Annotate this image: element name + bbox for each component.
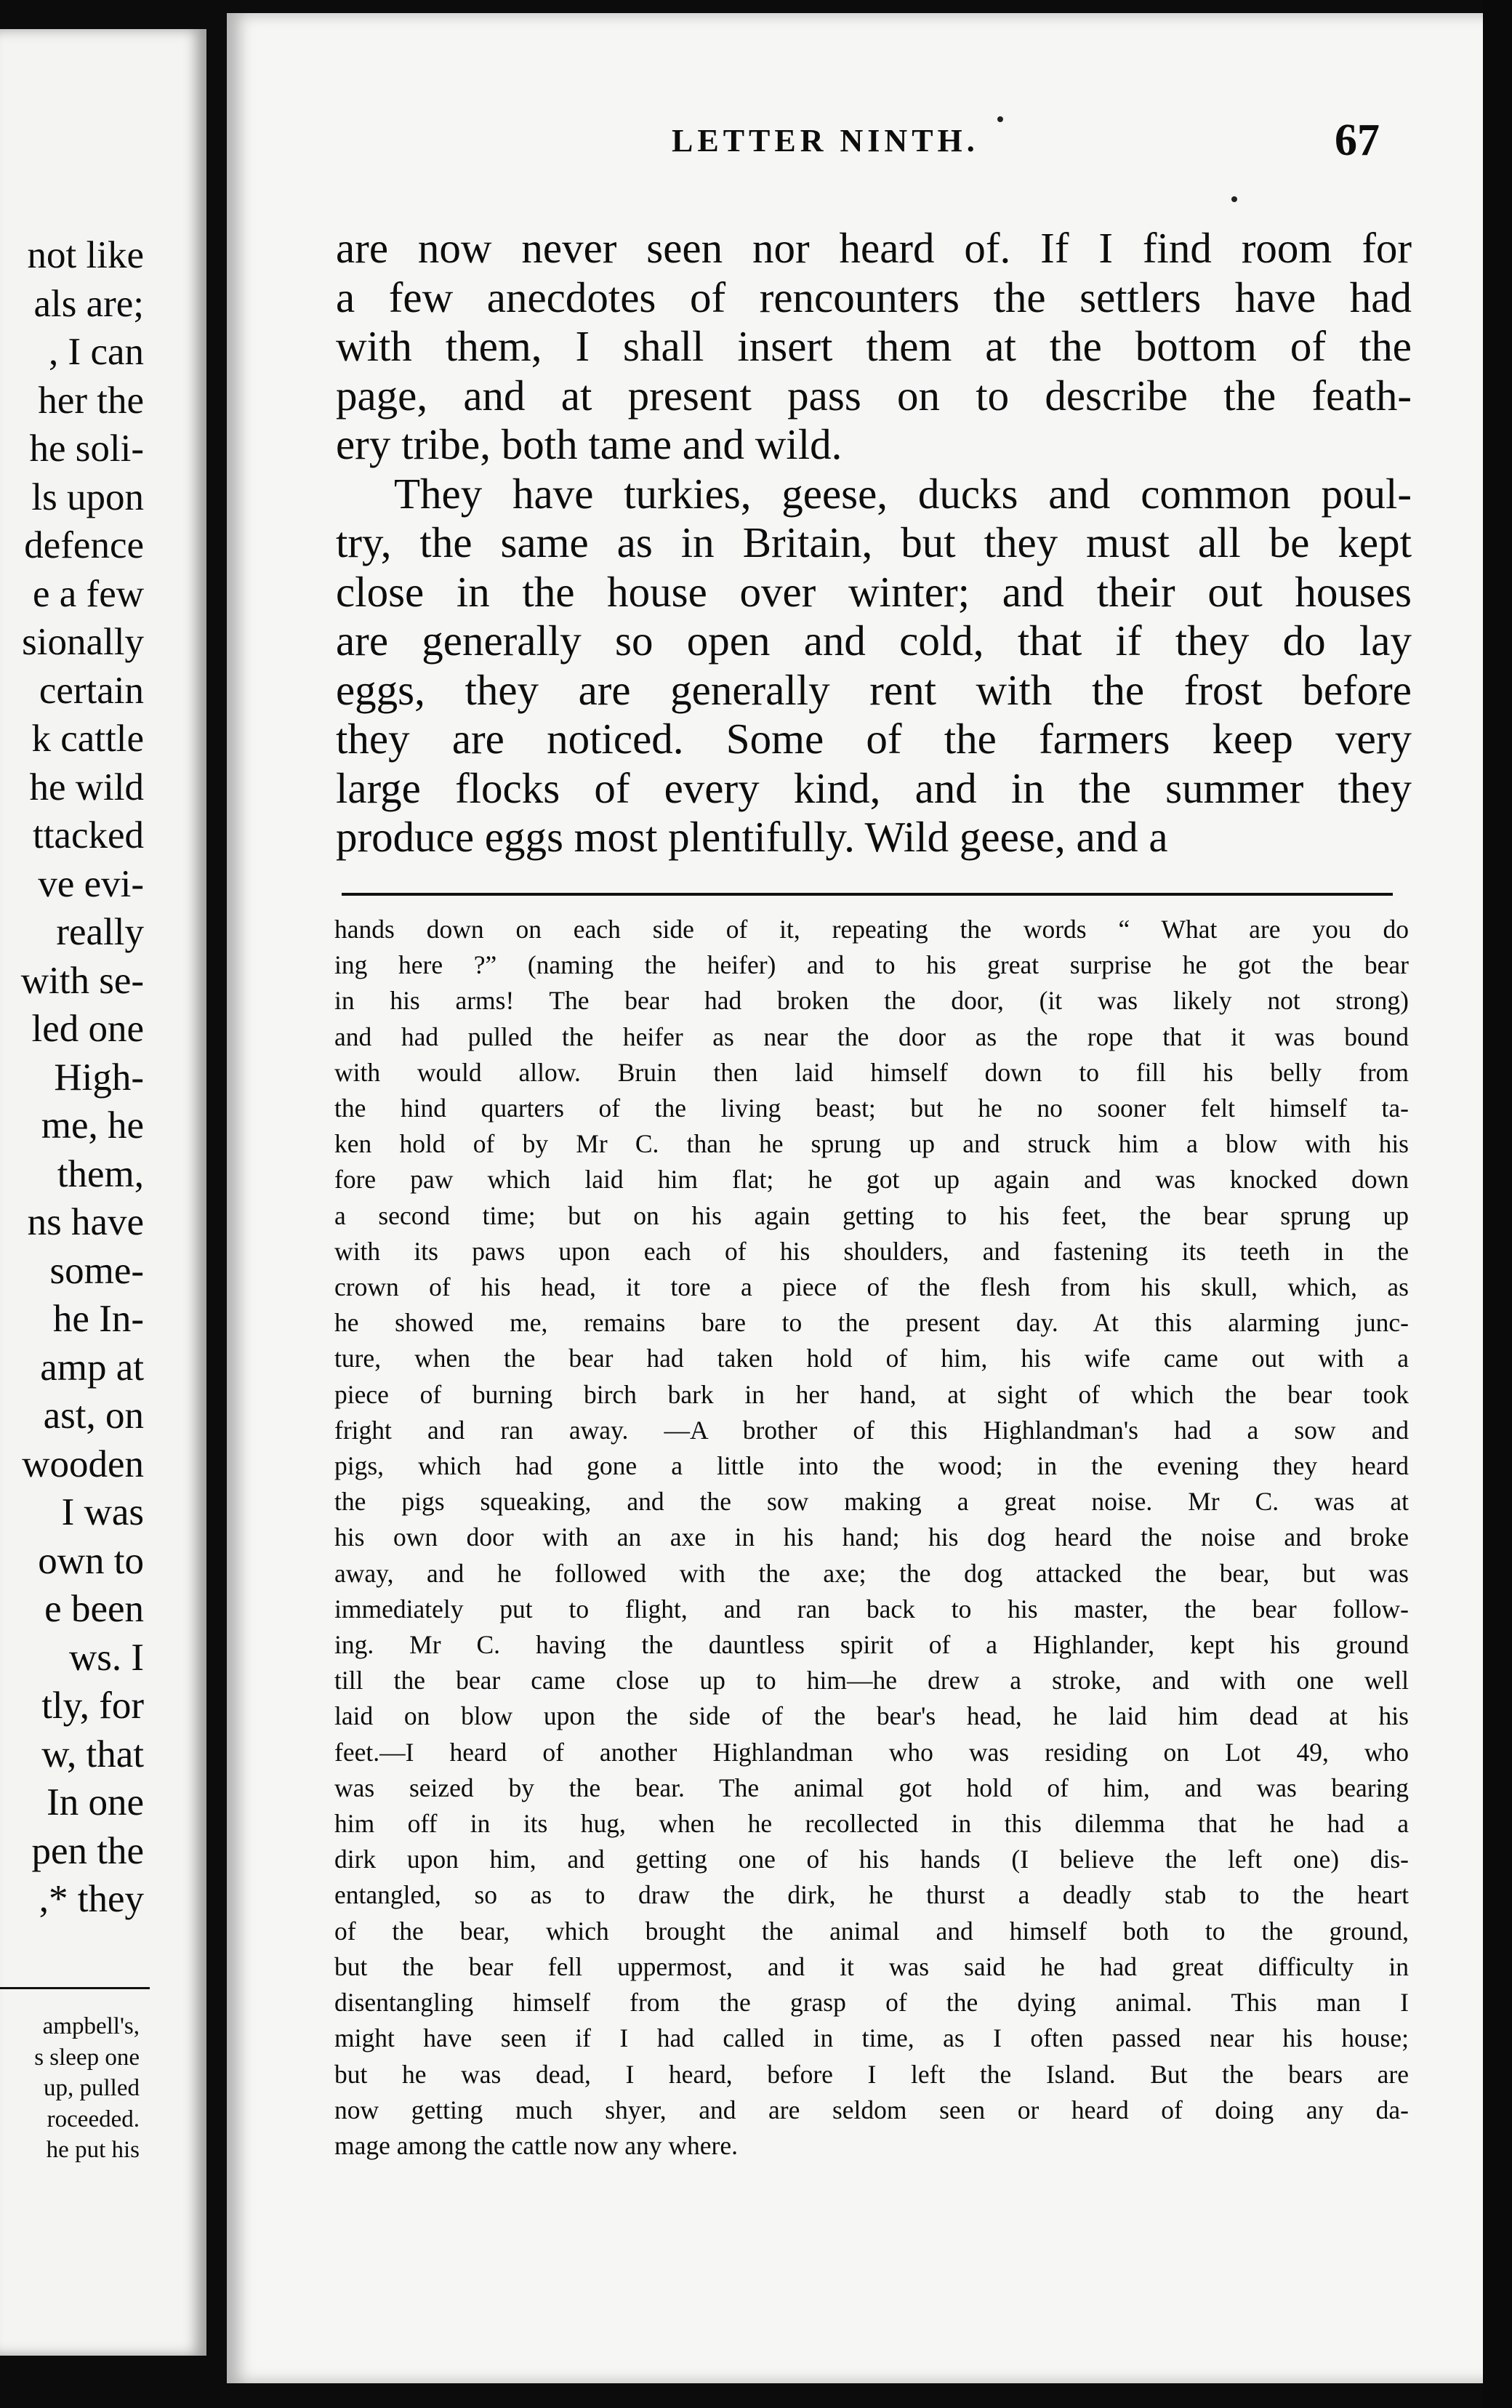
footnote-line: of the bear, which brought the animal and himself both to the ground, [334, 1916, 1409, 1946]
left-page-line: e been [44, 1588, 144, 1630]
left-page-line: her the [38, 379, 144, 422]
left-page-footnote-line: up, pulled [44, 2075, 140, 2101]
footnote-line: the pigs squeaking, and the sow making a great noise. Mr C. was at [334, 1487, 1409, 1517]
footnote-line: pigs, which had gone a little into the wood; in the evening they heard [334, 1451, 1409, 1481]
body-text-line: close in the house over winter; and their out houses [336, 567, 1412, 616]
left-page-line: some- [49, 1249, 144, 1292]
print-speck [997, 116, 1003, 122]
body-text-line: They have turkies, geese, ducks and common poul- [394, 469, 1412, 518]
body-text-line: produce eggs most plentifully. Wild geese, and a [336, 813, 1168, 861]
footnote-line: ken hold of by Mr C. than he sprung up and struck him a blow with his [334, 1129, 1409, 1159]
left-page-line: In one [47, 1781, 144, 1823]
footnote-line: dirk upon him, and getting one of his hands (I believe the left one) dis- [334, 1845, 1409, 1874]
print-speck [1231, 196, 1237, 202]
left-page-text-fragments [21, 231, 144, 1924]
footnote-line: and had pulled the heifer as near the door as the rope that it was bound [334, 1022, 1409, 1051]
left-page-line: als are; [33, 282, 144, 325]
footnote-line: fright and ran away. —A brother of this Highlandman's had a sow and [334, 1415, 1409, 1445]
body-text-line: ery tribe, both tame and wild. [336, 420, 843, 468]
left-page-line: sionally [22, 621, 144, 663]
footnote-line: the hind quarters of the living beast; but he no sooner felt himself ta- [334, 1093, 1409, 1123]
body-text-line: they are noticed. Some of the farmers keep very [336, 715, 1412, 763]
footnote-line: ing. Mr C. having the dauntless spirit of a Highlander, kept his ground [334, 1630, 1409, 1660]
body-text-line: eggs, they are generally rent with the frost before [336, 665, 1412, 714]
footnote-line: might have seen if I had called in time, as I often passed near his house; [334, 2023, 1409, 2053]
main-body-text [336, 224, 1412, 862]
footnote-line: him off in its hug, when he recollected in this dilemma that he had a [334, 1809, 1409, 1839]
footnote-line: crown of his head, it tore a piece of the flesh from his skull, which, as [334, 1272, 1409, 1302]
body-text-line: large flocks of every kind, and in the summer they [336, 763, 1412, 812]
footnote-line: fore paw which laid him flat; he got up again and was knocked down [334, 1165, 1409, 1195]
left-page-footnote-line: roceeded. [47, 2106, 140, 2132]
footnote-line: a second time; but on his again getting to his feet, the bear sprung up [334, 1200, 1409, 1230]
footnote-line: mage among the cattle now any where. [334, 2130, 738, 2160]
left-page-footnote-line: he put his [46, 2137, 140, 2163]
footnote-line: disentangling himself from the grasp of the dying animal. This man I [334, 1988, 1409, 2018]
footnote-line: ing here ?” (naming the heifer) and to his great surprise he got the bear [334, 950, 1409, 980]
footnote-line: with its paws upon each of his shoulders, and fastening its teeth in the [334, 1236, 1409, 1266]
left-page-line: he wild [29, 766, 144, 808]
left-page-line: he soli- [29, 428, 144, 470]
footnote-line: immediately put to flight, and ran back to his master, the bear follow- [334, 1594, 1409, 1624]
footnote-line: was seized by the bear. The animal got hold of him, and was bearing [334, 1773, 1409, 1802]
body-text-line: are generally so open and cold, that if they do lay [336, 617, 1412, 665]
left-page-line: , I can [49, 331, 144, 373]
left-page-line: me, he [41, 1104, 144, 1147]
body-text-line: are now never seen nor heard of. If I find room for [336, 224, 1412, 272]
left-page-line: wooden [22, 1442, 144, 1485]
left-page-line: k cattle [31, 718, 144, 760]
body-text-line: with them, I shall insert them at the bottom of the [336, 322, 1412, 370]
left-page-line: defence [24, 524, 144, 566]
left-page-line: High- [54, 1056, 144, 1099]
left-page-line: ast, on [43, 1394, 144, 1437]
left-page-line: tly, for [41, 1685, 144, 1727]
footnote-line: laid on blow upon the side of the bear's head, he laid him dead at his [334, 1701, 1409, 1731]
footnote-line: feet.—I heard of another Highlandman who was residing on Lot 49, who [334, 1737, 1409, 1767]
left-facing-page [0, 29, 206, 2356]
left-page-line: ,* they [39, 1878, 144, 1920]
footnote-line: hands down on each side of it, repeating the words “ What are you do [334, 915, 1409, 944]
footnote-line: in his arms! The bear had broken the door, (it was likely not strong) [334, 986, 1409, 1016]
left-page-line: ve evi- [38, 862, 144, 905]
footnote-line: with would allow. Bruin then laid himself down to fill his belly from [334, 1057, 1409, 1087]
body-text-line: a few anecdotes of rencounters the settlers have had [336, 273, 1412, 321]
left-page-line: really [56, 911, 144, 953]
footnote-line: he showed me, remains bare to the present day. At this alarming junc- [334, 1308, 1409, 1338]
left-page-line: them, [57, 1152, 144, 1195]
footnote-line: but the bear fell uppermost, and it was said he had great difficulty in [334, 1951, 1409, 1981]
body-text-line: page, and at present pass on to describe the feath- [336, 371, 1412, 420]
scan-right-edge [1483, 0, 1512, 2408]
footnote-line: his own door with an axe in his hand; his dog heard the noise and broke [334, 1522, 1409, 1552]
footnote-line: entangled, so as to draw the dirk, he thurst a deadly stab to the heart [334, 1880, 1409, 1910]
footnote-line: away, and he followed with the axe; the dog attacked the bear, but was [334, 1558, 1409, 1588]
left-page-line: e a few [33, 572, 144, 615]
left-page-footnote-line: s sleep one [34, 2044, 140, 2071]
body-text-line: try, the same as in Britain, but they must all be kept [336, 518, 1412, 566]
footnote-line: piece of burning birch bark in her hand, at sight of which the bear took [334, 1379, 1409, 1409]
left-page-line: he In- [52, 1298, 144, 1340]
left-page-footnote-fragments [34, 2011, 140, 2166]
running-header: LETTER NINTH. [672, 123, 979, 158]
page-number: 67 [1335, 116, 1380, 165]
left-page-footnote-rule [0, 1987, 150, 1989]
footnote-rule [342, 893, 1393, 896]
left-page-line: I was [61, 1491, 144, 1533]
left-page-line: not like [27, 234, 144, 276]
footnote-line: till the bear came close up to him—he drew a stroke, and with one well [334, 1666, 1409, 1695]
left-page-line: amp at [40, 1346, 144, 1389]
left-page-line: certain [39, 669, 144, 712]
left-page-line: ttacked [32, 814, 144, 856]
left-page-line: ws. I [68, 1636, 144, 1679]
footnote-line: but he was dead, I heard, before I left the Island. But the bears are [334, 2059, 1409, 2089]
left-page-line: ns have [27, 1201, 144, 1243]
footnote-line: ture, when the bear had taken hold of him, his wife came out with a [334, 1344, 1409, 1373]
left-page-line: own to [38, 1539, 144, 1582]
left-page-line: with se- [20, 959, 144, 1002]
left-page-line: ls upon [31, 475, 144, 518]
left-page-footnote-line: ampbell's, [42, 2013, 140, 2039]
footnote-line: now getting much shyer, and are seldom seen or heard of doing any da- [334, 2095, 1409, 2124]
left-page-line: pen the [31, 1829, 144, 1872]
left-page-line: led one [31, 1008, 144, 1050]
left-page-line: w, that [41, 1733, 144, 1775]
footnote-text [334, 912, 1409, 2164]
